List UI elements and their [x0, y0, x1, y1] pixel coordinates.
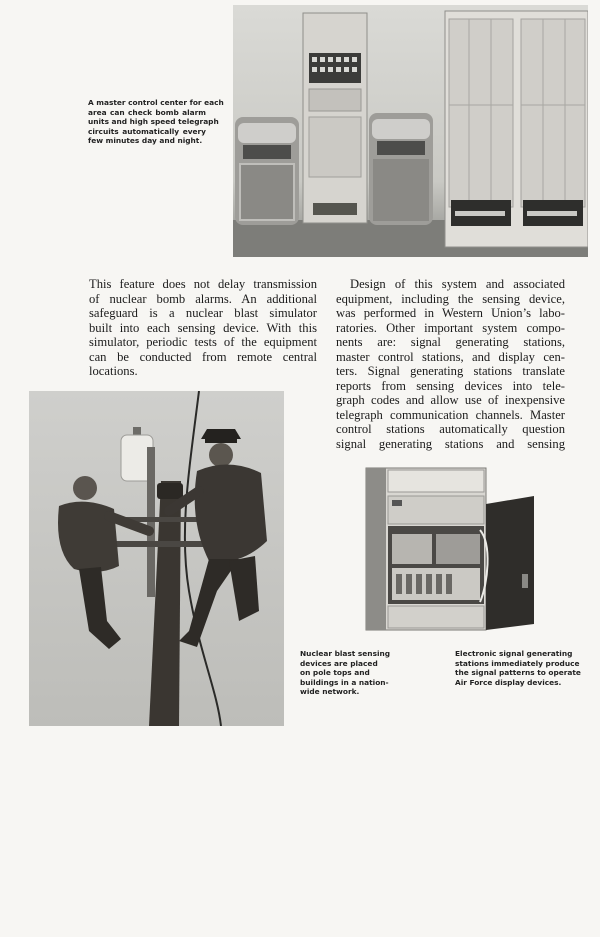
caption-line: units and high speed telegraph — [88, 117, 219, 127]
caption-line: circuits automatically every — [88, 126, 206, 136]
text-line: ratories. Other important system compo- — [336, 320, 565, 335]
text-line: reports from sensing devices into tele- — [336, 378, 565, 393]
caption-line: Nuclear blast sensing — [300, 649, 391, 658]
photo-linemen-on-pole — [29, 391, 284, 726]
caption-line: stations immediately produce — [455, 658, 580, 668]
text-line: This feature does not delay transmission — [89, 277, 317, 291]
text-line: signal generating stations and sensing — [336, 436, 565, 451]
caption-line: the signal patterns to operate — [455, 668, 581, 678]
caption-line: wide network. — [300, 687, 360, 697]
caption-line: few minutes day and night. — [88, 136, 203, 146]
text-line: graph codes and allow use of inexpensive — [336, 393, 565, 407]
text-line: Design of this system and associated — [350, 277, 565, 291]
text-line: of nuclear bomb alarms. An additional — [89, 291, 317, 306]
body-column-right — [336, 277, 565, 451]
text-line: locations. — [89, 364, 138, 378]
text-line: master control stations, and display cen- — [336, 349, 565, 364]
text-line: equipment, including the sensing device, — [336, 291, 565, 306]
caption-signal-stations — [455, 649, 581, 687]
text-line: nents are: signal generating stations, — [336, 335, 565, 349]
caption-line: Air Force display devices. — [455, 677, 562, 687]
caption-sensing-devices — [300, 649, 400, 697]
body-column-left — [89, 277, 317, 379]
caption-line: Electronic signal generating — [455, 649, 573, 658]
caption-line: A master control center for each — [88, 98, 224, 107]
text-line: can be conducted from remote central — [89, 349, 317, 364]
caption-line: buildings in a nation- — [300, 677, 389, 687]
caption-line: devices are placed — [300, 658, 378, 668]
text-line: telegraph communication channels. Master — [336, 407, 565, 422]
caption-master-control — [88, 98, 224, 146]
caption-line: on pole tops and — [300, 668, 370, 678]
text-line: built into each sensing device. With this — [89, 320, 317, 335]
caption-line: area can check bomb alarm — [88, 107, 206, 117]
text-line: safeguard is a nuclear blast simulator — [89, 306, 317, 320]
text-line: was performed in Western Union’s labo- — [336, 306, 565, 320]
photo-signal-generating-station — [362, 464, 538, 634]
text-line: simulator, periodic tests of the equipment — [89, 335, 317, 349]
text-line: ters. Signal generating stations translate — [336, 364, 565, 378]
photo-master-control-center — [233, 5, 588, 257]
text-line: control stations automatically question — [336, 422, 565, 436]
